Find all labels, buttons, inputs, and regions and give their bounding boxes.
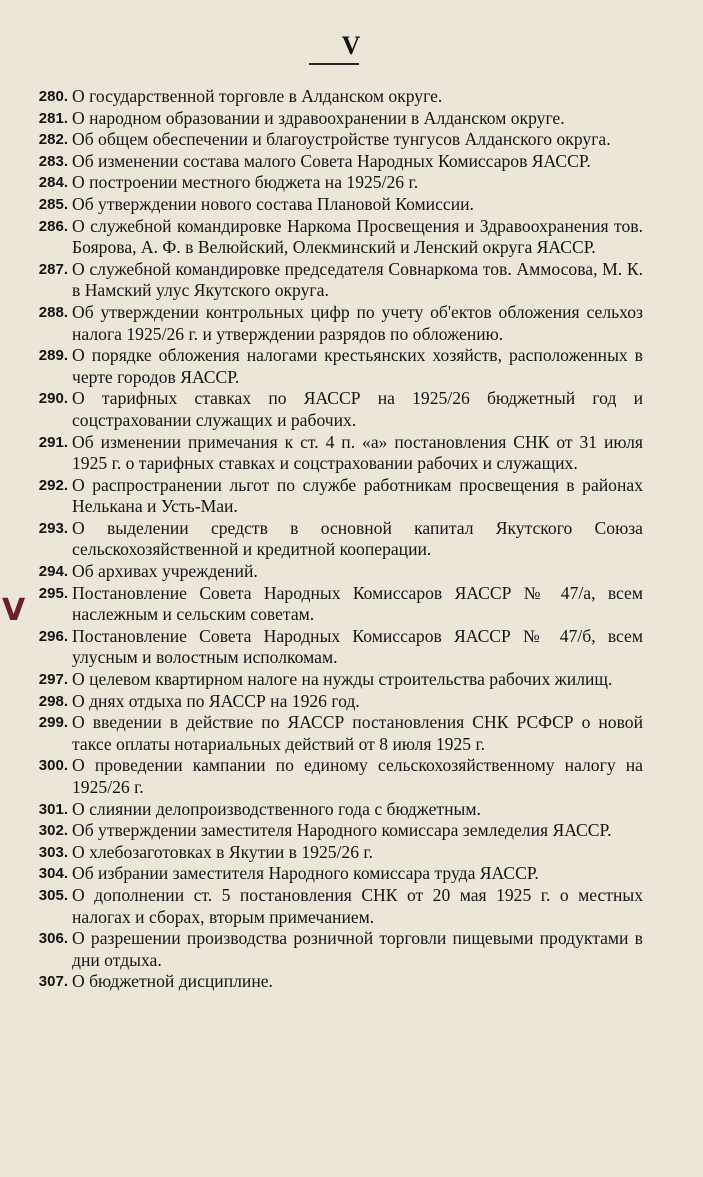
entry-number: 301.	[38, 800, 68, 818]
toc-entry	[18, 475, 643, 518]
toc-entry	[18, 432, 643, 475]
entry-number: 281.	[38, 109, 68, 127]
toc-entry	[18, 971, 643, 993]
entry-title: Об утверждении контрольных цифр по учету об'ектов обложения сельхоз налога 1925/26 г. и утверждении разрядов по обложению.	[72, 301, 643, 344]
entry-number: 282.	[38, 131, 68, 149]
entry-title: О целевом квартирном налоге на нужды строительства рабочих жилищ.	[72, 669, 613, 690]
entry-number: 306.	[38, 930, 68, 948]
entry-number: 288.	[38, 303, 68, 321]
entry-number: 299.	[38, 714, 68, 732]
entry-number: 286.	[38, 217, 68, 235]
entry-title: Об изменении примечания к ст. 4 п. «а» постановления СНК от 31 июля 1925 г. о тарифных ставках и соцстраховании рабочих и служащих.	[72, 431, 643, 474]
toc-entry	[18, 561, 643, 583]
entry-title: Об избрании заместителя Народного комиссара труда ЯАССР.	[72, 863, 539, 884]
entry-title: О тарифных ставках по ЯАССР на 1925/26 бюджетный год и соцстраховании служащих и рабочих.	[72, 388, 643, 430]
entry-title: О построении местного бюджета на 1925/26 г.	[72, 172, 419, 193]
entry-number: 307.	[38, 973, 68, 991]
page-number-underline	[309, 63, 359, 65]
entry-title: О выделении средств в основной капитал Якутского Союза сельскохозяйственной и кредитной кооперации.	[72, 517, 643, 560]
entry-number: 293.	[38, 519, 68, 537]
entry-title: Об архивах учреждений.	[72, 561, 258, 582]
entry-number: 298.	[38, 692, 68, 710]
entry-number: 296.	[38, 627, 68, 645]
entry-number: 292.	[38, 476, 68, 494]
entry-number: 289.	[38, 347, 68, 365]
entry-number: 294.	[38, 563, 68, 581]
entry-title: О государственной торговле в Алданском округе.	[72, 86, 443, 106]
entry-title: Об изменении состава малого Совета Народных Комиссаров ЯАССР.	[72, 150, 591, 171]
toc-entry	[18, 885, 643, 928]
entry-title: О служебной командировке Наркома Просвещения и Здравоохранения тов. Боярова, А. Ф. в Велюйский, Олекминский и Ленский округа ЯАССР.	[72, 215, 643, 258]
toc-entry	[18, 302, 643, 345]
toc-entry	[18, 691, 643, 713]
entry-title: О служебной командировке председателя Совнаркома тов. Аммосова, М. К. в Намский улус Якутского округа.	[72, 258, 643, 301]
entry-number: 285.	[38, 195, 68, 213]
entry-title: О хлебозаготовках в Якутии в 1925/26 г.	[72, 841, 374, 862]
page-number: V	[341, 31, 362, 60]
toc-entry	[18, 626, 643, 669]
toc-entry	[18, 129, 643, 151]
entry-number: 302.	[38, 822, 68, 840]
entry-title: О распространении льгот по службе работникам просвещения в районах Нелькана и Усть-Маи.	[72, 474, 643, 517]
entry-title: О дополнении ст. 5 постановления СНК от 20 мая 1925 г. о местных налогах и сборах, вторым примечанием.	[72, 884, 643, 927]
toc-entry	[18, 86, 643, 108]
toc-entry	[18, 194, 643, 216]
entry-title: О порядке обложения налогами крестьянских хозяйств, расположенных в черте городов ЯАССР.	[72, 345, 643, 387]
entry-title: Об утверждении нового состава Плановой Комиссии.	[72, 193, 474, 214]
entry-title: Постановление Совета Народных Комиссаров ЯАССР № 47/б, всем улусным и волостным исполкомам.	[72, 625, 643, 668]
entry-number: 290.	[38, 390, 68, 408]
entry-number: 300.	[38, 757, 68, 775]
handwritten-check-mark: V	[2, 593, 26, 628]
toc-entry	[18, 863, 643, 885]
entry-number: 295.	[38, 584, 68, 602]
toc-entry	[18, 928, 643, 971]
toc-entry	[18, 388, 643, 431]
entry-title: Об утверждении заместителя Народного комиссара земледелия ЯАССР.	[72, 820, 612, 841]
toc-entry	[18, 172, 643, 194]
entry-title: Об общем обеспечении и благоустройстве тунгусов Алданского округа.	[72, 129, 611, 150]
entry-title: О днях отдыха по ЯАССР на 1926 год.	[72, 690, 360, 711]
entry-title: Постановление Совета Народных Комиссаров ЯАССР № 47/а, всем наслежным и сельским советам.	[72, 582, 643, 625]
toc-entry	[18, 108, 643, 130]
toc-entry	[18, 799, 643, 821]
toc-entry	[18, 345, 643, 388]
entry-number: 283.	[38, 152, 68, 170]
toc-entry	[18, 755, 643, 798]
entry-number: 280.	[38, 88, 68, 105]
entry-number: 284.	[38, 174, 68, 192]
toc-entry	[18, 259, 643, 302]
toc-entry	[18, 669, 643, 691]
table-of-contents	[18, 86, 643, 993]
entry-title: О проведении кампании по единому сельскохозяйственному налогу на 1925/26 г.	[72, 755, 643, 797]
toc-entry	[18, 216, 643, 259]
entry-title: О слиянии делопроизводственного года с бюджетным.	[72, 798, 481, 819]
toc-entry	[18, 151, 643, 173]
entry-number: 305.	[38, 886, 68, 904]
entry-number: 287.	[38, 260, 68, 278]
entry-title: О народном образовании и здравоохранении в Алданском округе.	[72, 107, 565, 128]
toc-entry	[18, 583, 643, 626]
entry-title: О введении в действие по ЯАССР постановления СНК РСФСР о новой таксе оплаты нотариальных действий от 8 июля 1925 г.	[72, 712, 643, 754]
entry-number: 304.	[38, 865, 68, 883]
entry-number: 303.	[38, 843, 68, 861]
toc-entry	[18, 518, 643, 561]
toc-entry	[18, 820, 643, 842]
entry-title: О бюджетной дисциплине.	[72, 971, 273, 992]
entry-number: 291.	[38, 433, 68, 451]
toc-entry	[18, 842, 643, 864]
toc-entry	[18, 712, 643, 755]
entry-title: О разрешении производства розничной торговли пищевыми продуктами в дни отдыха.	[72, 928, 643, 970]
entry-number: 297.	[38, 671, 68, 689]
